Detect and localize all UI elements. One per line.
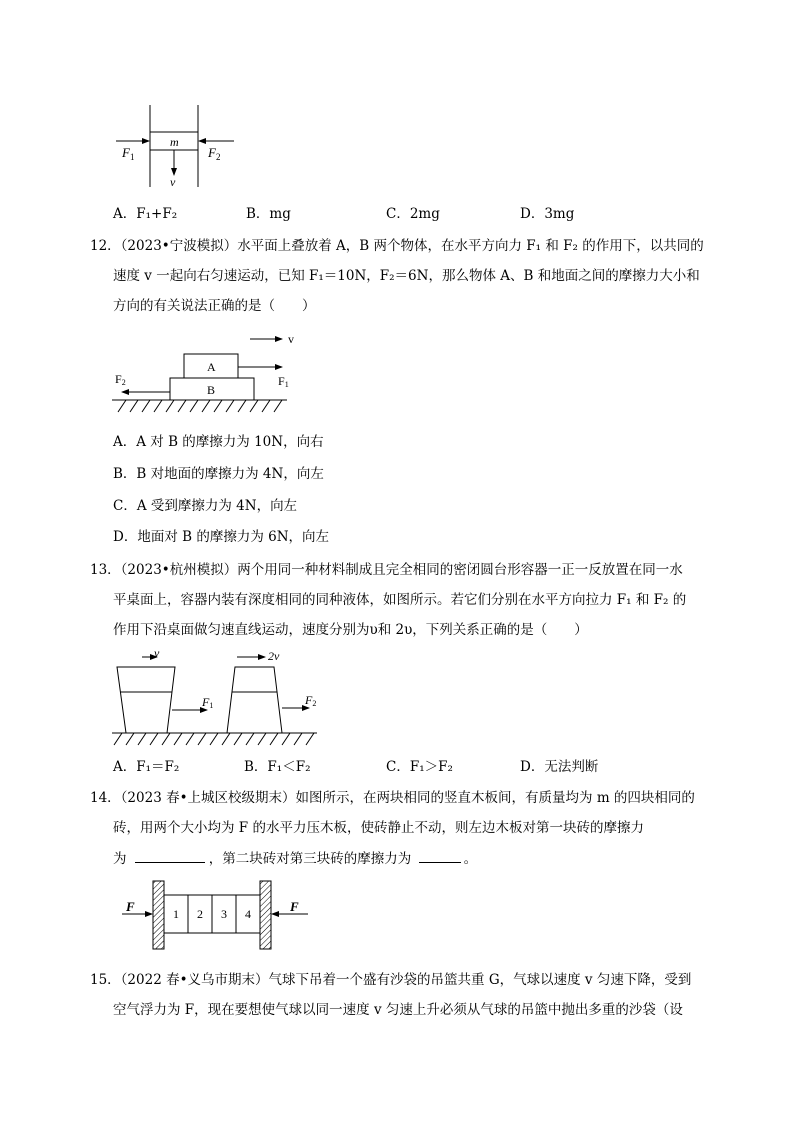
f2-label: $F_2$ (208, 145, 221, 162)
q14-blank-2[interactable] (419, 848, 461, 863)
q12-line-3: 方向的有关说法正确的是（ ） (113, 298, 316, 314)
q13-option-c[interactable]: C．F₁＞F₂ (386, 759, 453, 775)
q13-line-3: 作用下沿桌面做匀速直线运动，速度分别为υ和 2υ，下列关系正确的是（ ） (113, 622, 588, 638)
q14-line-3-middle: ，第二块砖对第三块砖的摩擦力为 (208, 851, 412, 867)
q15-line-2: 空气浮力为 F，现在要想使气球以同一速度 v 匀速上升必须从气球的吊篮中抛出多重的沙袋（设 (113, 1002, 683, 1018)
mass-label: m (170, 135, 179, 149)
q14-line-1: 14．（2023 春•上城区校级期末）如图所示，在两块相同的竖直木板间，有质量均为 m 的四块相同的 (90, 790, 695, 806)
v-label: v (288, 332, 294, 346)
q12-option-b[interactable]: B．B 对地面的摩擦力为 4N，向左 (113, 466, 324, 482)
right-board (260, 881, 271, 949)
v-label: v (170, 175, 176, 189)
left-force-label: F (126, 899, 135, 914)
right-force-label: F (290, 899, 299, 914)
v1-label: v (154, 646, 160, 660)
brick-1-label: 1 (173, 907, 179, 921)
q12-option-a[interactable]: A．A 对 B 的摩擦力为 10N，向右 (113, 434, 324, 450)
q12-line-2: 速度 v 一起向右匀速运动，已知 F₁＝10N，F₂＝6N，那么物体 A、B 和地面之间的摩擦力大小和 (113, 268, 700, 284)
q13-option-d[interactable]: D．无法判断 (520, 759, 599, 775)
q11-option-d[interactable]: D．3mg (520, 206, 575, 222)
q11-option-a[interactable]: A．F₁+F₂ (113, 206, 178, 222)
q14-line-3-suffix: 。 (463, 851, 478, 867)
container-2 (227, 667, 282, 733)
q13-line-2: 平桌面上，容器内装有深度相同的同种液体，如图所示。若它们分别在水平方向拉力 F₁ 和 F₂ 的 (113, 592, 687, 608)
ground-hatch (118, 400, 282, 412)
container-1 (117, 667, 175, 733)
q11-figure (110, 105, 240, 195)
q12-figure (112, 328, 292, 413)
f2-label: F2 (115, 372, 126, 387)
q12-option-d[interactable]: D．地面对 B 的摩擦力为 6N，向左 (113, 529, 330, 545)
brick-3-label: 3 (221, 907, 227, 921)
q12-line-1: 12．（2023•宁波模拟）水平面上叠放着 A，B 两个物体，在水平方向力 F₁ 和 F₂ 的作用下，以共同的 (90, 238, 704, 254)
q13-figure (112, 645, 322, 747)
q11-option-c[interactable]: C．2mg (386, 206, 440, 222)
block-b-label: B (207, 383, 216, 397)
v2-label: 2v (268, 649, 280, 663)
q11-option-b[interactable]: B．mg (246, 206, 291, 222)
table-hatch (114, 733, 314, 745)
q12-option-c[interactable]: C．A 受到摩擦力为 4N，向左 (113, 498, 298, 514)
q15-line-1: 15．（2022 春•义乌市期末）气球下吊着一个盛有沙袋的吊篮共重 G，气球以速度 v 匀速下降，受到 (90, 972, 692, 988)
q14-line-3 (113, 848, 477, 869)
left-board (153, 881, 164, 949)
q14-blank-1[interactable] (135, 848, 205, 863)
f1-label: F1 (278, 374, 289, 389)
q14-figure (112, 879, 317, 953)
block-a-label: A (207, 360, 216, 374)
q13-line-1: 13．（2023•杭州模拟）两个用同一种材料制成且完全相同的密闭圆台形容器一正一反放置在同一水 (90, 562, 683, 578)
q13-option-b[interactable]: B．F₁＜F₂ (244, 759, 311, 775)
brick-2-label: 2 (197, 907, 203, 921)
f1-label: $F_1$ (122, 145, 135, 162)
f2-label: F2 (305, 693, 317, 708)
brick-4-label: 4 (245, 907, 251, 921)
q14-line-2: 砖，用两个大小均为 F 的水平力压木板，使砖静止不动，则左边木板对第一块砖的摩擦力 (113, 820, 644, 836)
f1-label: F1 (202, 695, 214, 710)
q14-line-3-prefix: 为 (113, 851, 127, 867)
q13-option-a[interactable]: A．F₁＝F₂ (113, 759, 180, 775)
